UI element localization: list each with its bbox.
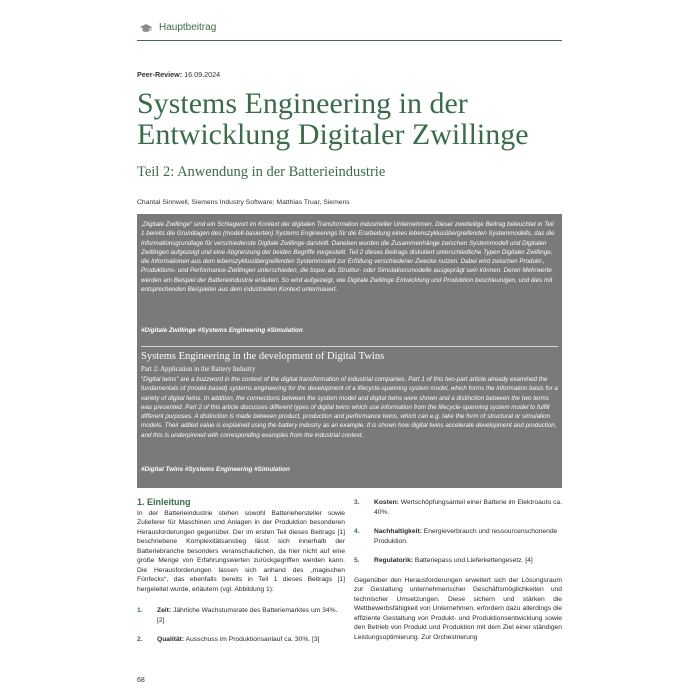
- peer-review-label: Peer-Review:: [137, 70, 183, 79]
- list-term: Kosten:: [374, 499, 399, 506]
- challenge-list-continued: [354, 498, 562, 566]
- list-item: [354, 498, 562, 517]
- keywords-german: #Digitale Zwillinge #Systems Engineering #Simulation: [141, 327, 303, 334]
- english-subtitle: Part 2: Application in the Battery Industry: [141, 366, 256, 373]
- challenge-list: [137, 606, 345, 645]
- list-text: Energieverbrauch und ressourcenschonende Produktion.: [374, 528, 558, 545]
- article-title: [137, 88, 567, 150]
- english-title: Systems Engineering in the development of Digital Twins: [141, 351, 385, 362]
- abstract-divider: [141, 346, 558, 347]
- title-line-1: Systems Engineering in der: [137, 87, 468, 120]
- list-item: [354, 556, 562, 566]
- list-number: 5.: [354, 557, 360, 564]
- header-rule: [137, 40, 562, 41]
- body-paragraph: Gegenüber den Herausforderungen erweitert sich der Lösungsraum zur Gestaltung unternehmerischer Geschäftsmöglichkeiten und technischer Umsetzungen. Diese sichern und stärken die Wettbewerbsfähigkeit von Unternehmen, erfordern dazu allerdings die effiziente Gestaltung von Produkt- und Produktionsentwicklung sowie den Betrieb von Produkt und Produktion mit dem Ziel einer ständigen Leistungsoptimierung. Zur Orchestrierung: [354, 576, 562, 641]
- column-right: [354, 498, 562, 642]
- peer-review-date: 16.09.2024: [184, 70, 221, 79]
- list-term: Nachhaltigkeit:: [374, 528, 422, 535]
- abstract-english: “Digital twins” are a buzzword in the context of the digital transformation of industrial companies. Part 1 of this two-part article already examined the fundamentals of (model-based) systems engineering for the development of a lifecycle-spanning system model, which forms the information basis for a variety of digital twins. In addition, the connections between the system model and digital twins were shown and a distinction between the two terms was presented. Part 2 of this article discusses different types of digital twins which use information from the lifecycle-spanning system model to fulfill different purposes. A distinction is made between product, production and performance twins, which can e.g. take the form of structural or simulation models. Their added value is explained using the battery industry as an example. It is shown how digital twins accelerate development and production, and this is underpinned with corresponding examples from the industrial context.: [141, 376, 558, 439]
- abstract-german: „Digitale Zwillinge“ sind ein Schlagwort im Kontext der digitalen Transformation industrieller Unternehmen. Dieser zweiteilige Beitrag beleuchtet in Teil 1 bereits die Grundlagen des (modell-basierten) Systems Engineerings für die Erarbeitung eines lebenszyklusübergreifenden Systemmodells, das die Informationsgrundlage für verschiedenste Digitale Zwillinge darstellt. Daneben wurden die Zusammenhänge zwischen Systemmodell und Digitalen Zwillingen aufgezeigt und eine Abgrenzung der beiden Begriffe vorgestellt. Teil 2 dieses Beitrags diskutiert unterschiedliche Typen Digitaler Zwillinge, die Informationen aus dem lebenszyklusübergreifenden Systemmodell zur Erfüllung verschiedener Zwecke nutzen. Dabei wird zwischen Produkt-, Produktions- und Performance-Zwillingen unterschieden, die bspw. als Struktur- oder Simulationsmodelle ausgeprägt sein können. Deren Mehrwerte werden am Beispiel der Batterieindustrie erläutert. So wird aufgezeigt, wie Digitale Zwillinge Entwicklung und Produktion beschleunigen, und dies mit entsprechenden Beispielen aus dem industriellen Kontext untermauert.: [141, 221, 555, 294]
- keywords-english: #Digital Twins #Systems Engineering #Simulation: [141, 466, 290, 473]
- abstract-box: [137, 214, 562, 488]
- authors: Chantal Sinnwell, Siemens Industry Software; Matthias Truar, Siemens: [137, 199, 350, 206]
- list-text: Wertschöpfungsanteil einer Batterie im Elektroauto ca. 40%.: [374, 499, 562, 516]
- list-text: Jährliche Wachstumsrate des Batteriemarktes um 34%. [2]: [157, 607, 338, 624]
- intro-paragraph: In der Batterieindustrie stehen sowohl Batteriehersteller sowie Zulieferer für Maschinen und Anlagen in der Produktion besonderen Herausforderungen gegenüber. Der im ersten Teil dieses Beitrags [1] beschriebene Komplexitätsanstieg lässt sich innerhalb der Batteriebranche besonders veranschaulichen, da hier nicht auf eine große Menge von Erfahrungswerten zurückgegriffen werden kann. Die Herausforderungen lassen sich anhand des „magischen Fünfecks“, das ebenfalls bereits in Teil 1 dieses Beitrags [1] hergeleitet wurde, erläutern (vgl. Abbildung 1):: [137, 509, 345, 593]
- page-number: 68: [137, 677, 145, 684]
- section-heading: 1. Einleitung: [137, 497, 191, 507]
- column-left: [137, 498, 345, 655]
- list-term: Zeit:: [157, 607, 172, 614]
- peer-review-line: [137, 70, 220, 79]
- section-label: Hauptbeitrag: [159, 22, 217, 33]
- list-item: [354, 527, 562, 546]
- list-text: Ausschuss im Produktionsanlauf ca. 30%. [3]: [185, 636, 320, 643]
- list-number: 2.: [137, 636, 143, 643]
- list-item: [137, 606, 345, 625]
- list-number: 4.: [354, 528, 360, 535]
- list-term: Regulatorik:: [374, 557, 414, 564]
- list-number: 1.: [137, 607, 143, 614]
- list-item: [137, 635, 345, 645]
- article-subtitle: Teil 2: Anwendung in der Batterieindustrie: [137, 164, 386, 180]
- graduation-cap-icon: [140, 24, 152, 34]
- list-text: Batteriepass und Lieferkettengesetz. [4]: [414, 557, 533, 564]
- running-header: [137, 20, 562, 42]
- list-number: 3.: [354, 499, 360, 506]
- title-line-2: Entwicklung Digitaler Zwillinge: [137, 118, 529, 151]
- list-term: Qualität:: [157, 636, 185, 643]
